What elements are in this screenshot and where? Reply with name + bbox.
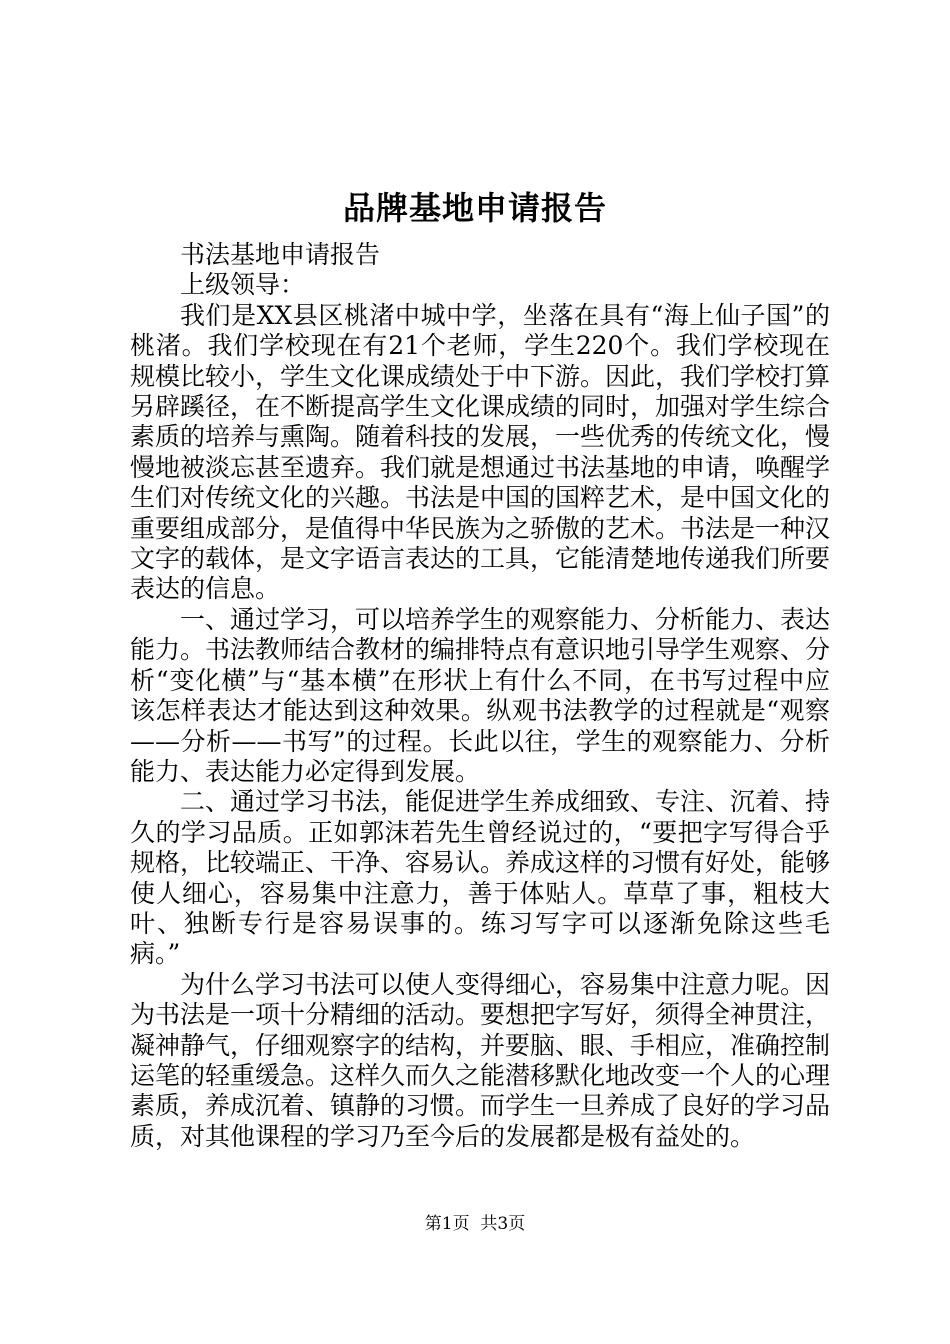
page-number: 第1页 [424, 1214, 470, 1234]
document-title: 品牌基地申请报告 [342, 189, 607, 227]
page-footer [0, 1212, 950, 1236]
paragraph-intro: 我们是XX县区桃渚中城中学，坐落在具有“海上仙子国”的桃渚。我们学校现在有21个老师，学生220个。我们学校现在规模比较小，学生文化课成绩处于中下游。因此，我们学校打算另辟蹊径，在不断提高学生文化课成绩的同时，加强对学生综合素质的培养与熏陶。随着科技的发展，一些优秀的传统文化，慢慢地被淡忘甚至遗弃。我们就是想通过书法基地的申请，唤醒学生们对传统文化的兴趣。书法是中国的国粹艺术，是中国文化的重要组成部分，是值得中华民族为之骄傲的艺术。书法是一种汉文字的载体，是文字语言表达的工具，它能清楚地传递我们所要表达的信息。 [130, 300, 831, 604]
paragraph-point-one: 一、通过学习，可以培养学生的观察能力、分析能力、表达能力。书法教师结合教材的编排特点有意识地引导学生观察、分析“变化横”与“基本横”在形状上有什么不同，在书写过程中应该怎样表达才能达到这种效果。纵观书法教学的过程就是“观察——分析——书写”的过程。长此以往，学生的观察能力、分析能力、表达能力必定得到发展。 [130, 604, 831, 786]
paragraph-subtitle: 书法基地申请报告 [180, 240, 381, 269]
document-body [130, 240, 830, 1152]
paragraph-point-two: 二、通过学习书法，能促进学生养成细致、专注、沉着、持久的学习品质。正如郭沫若先生曾经说过的，“要把字写得合乎规格，比较端正、干净、容易认。养成这样的习惯有好处，能够使人细心，容易集中注意力，善于体贴人。草草了事，粗枝大叶、独断专行是容易误事的。练习写字可以逐渐免除这些毛病。” [130, 787, 831, 969]
paragraph-salutation: 上级领导： [180, 270, 306, 300]
page-total: 共3页 [480, 1214, 526, 1234]
paragraph-explanation: 为什么学习书法可以使人变得细心，容易集中注意力呢。因为书法是一项十分精细的活动。要想把字写好，须得全神贯注，凝神静气，仔细观察字的结构，并要脑、眼、手相应，准确控制运笔的轻重缓急。这样久而久之能潜移默化地改变一个人的心理素质，养成沉着、镇静的习惯。而学生一旦养成了良好的学习品质，对其他课程的学习乃至今后的发展都是极有益处的。 [130, 969, 831, 1151]
